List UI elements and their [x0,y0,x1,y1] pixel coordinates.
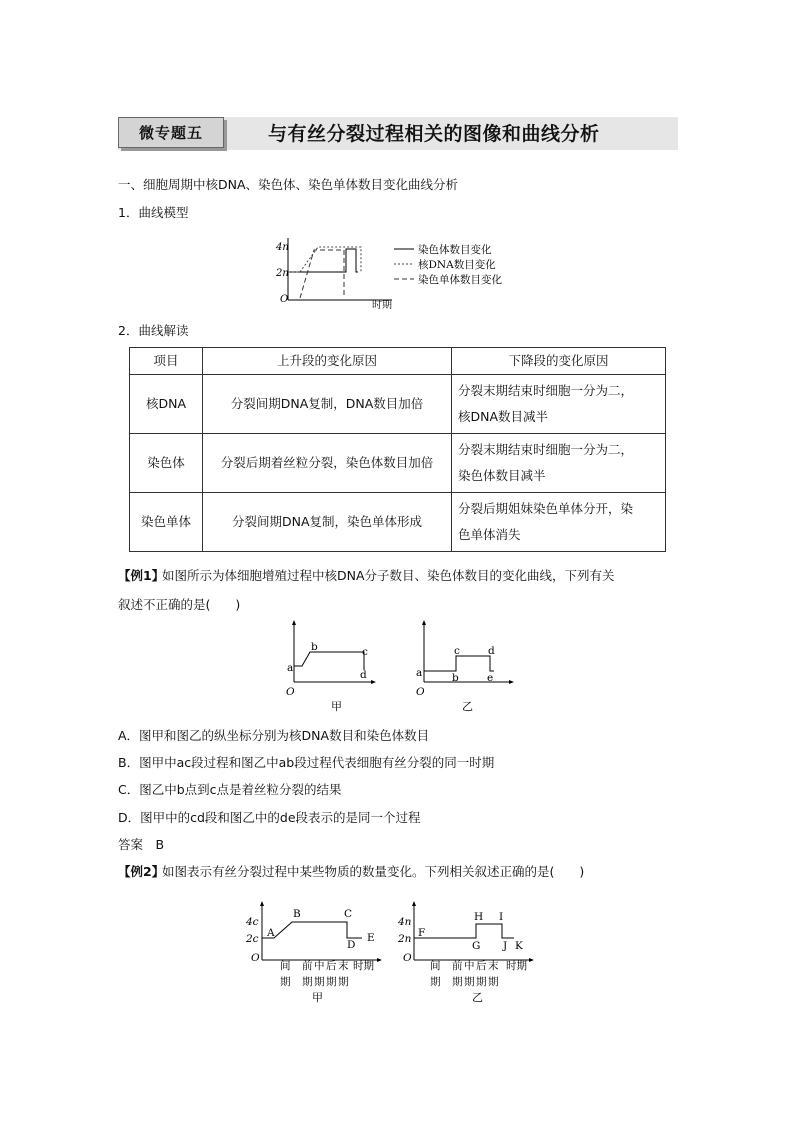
phase-suffix: 期 [338,976,349,988]
point-E: E [367,932,375,944]
phase-suffix: 期 [464,976,475,988]
x-axis-label: 时期 [506,960,527,972]
y-arrow [412,901,416,906]
phase-suffix: 期 [314,976,325,988]
table-row [130,375,666,434]
fall-line-2: 染色体数目减半 [458,468,546,483]
origin-label: O [280,294,289,305]
section-heading: 一、细胞周期中核DNA、染色体、染色单体数目变化曲线分析 [118,177,459,192]
table-header: 下降段的变化原因 [452,348,666,375]
origin-label: O [416,686,425,698]
fall-line-1: 分裂后期姐妹染色单体分开，染 [458,501,634,516]
subheading-interpretation: 2．曲线解读 [118,323,189,338]
point-C: C [344,908,353,920]
point-A: A [267,927,275,939]
example2-chart-yi [396,898,540,1006]
phase-prophase: 前 [452,960,463,972]
fall-line-2: 色单体消失 [458,527,521,542]
x-arrow [509,680,514,684]
table-cell-fall [452,434,666,493]
table-cell-rise: 分裂间期DNA复制，染色单体形成 [203,493,452,552]
x-arrow [377,958,382,962]
dna-line [288,247,361,272]
yi-curve [414,924,514,938]
table-header: 上升段的变化原因 [203,348,452,375]
phase-metaphase: 中 [464,960,475,972]
chart-caption: 乙 [472,991,483,1004]
phase-metaphase: 中 [314,960,325,972]
point-c: c [454,645,460,657]
phase-interphase: 间 [280,960,291,972]
phase-suffix: 期 [452,976,463,988]
phase-interphase: 间 [430,960,441,972]
point-H: H [474,911,484,923]
table-cell-rise: 分裂间期DNA复制，DNA数目加倍 [203,375,452,434]
option-a: A．图甲和图乙的纵坐标分别为核DNA数目和染色体数目 [118,728,430,743]
point-B: B [293,908,301,920]
example2-question: 如图表示有丝分裂过程中某些物质的数量变化。下列相关叙述正确的是( ) [162,864,585,879]
option-d: D．图甲中的cd段和图乙中的de段表示的是同一个过程 [118,810,421,825]
option-c: C．图乙中b点到c点是着丝粒分裂的结果 [118,782,342,797]
tick-2n: 2n [398,933,412,945]
point-b: b [452,672,459,684]
point-e: e [487,672,494,684]
phase-telophase: 末 [338,960,349,972]
phase-telophase: 末 [488,960,499,972]
jia-curve [262,922,362,938]
legend-chromatid: 染色单体数目变化 [418,274,502,286]
point-c: c [362,646,368,658]
chart-caption: 乙 [462,700,473,713]
phase-suffix: 期 [488,976,499,988]
example1-question-line1: 如图所示为体细胞增殖过程中核DNA分子数目、染色体数目的变化曲线，下列有关 [162,568,615,583]
table-header-row [130,348,666,375]
option-b: B．图甲中ac段过程和图乙中ab段过程代表细胞有丝分裂的同一时期 [118,755,495,770]
point-a: a [287,662,294,674]
tick-2n: 2n [276,268,289,279]
y-arrow [292,620,296,625]
phase-anaphase: 后 [476,960,487,972]
y-arrow [422,620,426,625]
page-title: 与有丝分裂过程相关的图像和曲线分析 [268,123,600,145]
point-d: d [360,669,367,681]
phase-anaphase: 后 [326,960,337,972]
point-F: F [418,927,426,939]
legend-chromosome: 染色体数目变化 [418,244,492,256]
fall-line-1: 分裂末期结束时细胞一分为二， [458,383,634,398]
x-arrow [529,958,534,962]
topic-badge: 微专题五 [118,117,224,148]
example1-chart-jia [284,618,384,713]
fall-line-2: 核DNA数目减半 [458,409,549,424]
legend-dna: 核DNA数目变化 [418,259,496,271]
x-axis-label: 时期 [353,960,374,972]
chromosome-line [288,249,358,272]
tick-4n: 4n [398,916,412,928]
table-header: 项目 [130,348,203,375]
point-a: a [416,667,423,679]
interpretation-table [129,347,666,552]
point-d: d [488,645,495,657]
tick-4c: 4c [246,916,259,928]
fall-line-1: 分裂末期结束时细胞一分为二， [458,442,634,457]
table-row [130,434,666,493]
example2-tag: 【例2】 [118,864,165,879]
x-arrow [371,680,376,684]
example1-chart-yi [414,618,524,713]
chart-caption: 甲 [312,991,323,1004]
tick-4n: 4n [276,242,289,253]
example1-question-line2: 叙述不正确的是( ) [118,597,241,612]
y-arrow [260,901,264,906]
origin-label: O [286,686,295,698]
phase-suffix: 期 [326,976,337,988]
chart-caption: 甲 [331,700,342,713]
table-cell-fall [452,493,666,552]
phase-suffix: 期 [302,976,313,988]
point-G: G [472,940,481,952]
table-cell-item: 染色单体 [130,493,203,552]
chromatid-line [300,250,344,298]
origin-label: O [251,952,260,964]
x-axis-label: 时期 [372,300,392,311]
phase-suffix: 期 [476,976,487,988]
phase-prophase: 前 [302,960,313,972]
table-cell-fall [452,375,666,434]
tick-2c: 2c [246,933,259,945]
point-K: K [515,940,523,952]
table-cell-rise: 分裂后期着丝粒分裂，染色体数目加倍 [203,434,452,493]
curve-model-chart [270,236,540,312]
phase-suffix: 期 [280,976,291,988]
point-I: I [499,911,504,923]
table-row [130,493,666,552]
phase-suffix: 期 [430,976,441,988]
point-D: D [347,939,356,951]
yi-curve [424,656,494,671]
table-cell-item: 核DNA [130,375,203,434]
point-b: b [311,641,318,653]
origin-label: O [403,952,412,964]
answer: 答案 B [118,837,165,852]
point-J: J [503,940,508,952]
example1-tag: 【例1】 [118,568,165,583]
jia-curve [294,652,364,670]
table-cell-item: 染色体 [130,434,203,493]
example2-chart-jia [244,898,388,1006]
subheading-model: 1．曲线模型 [118,205,189,220]
